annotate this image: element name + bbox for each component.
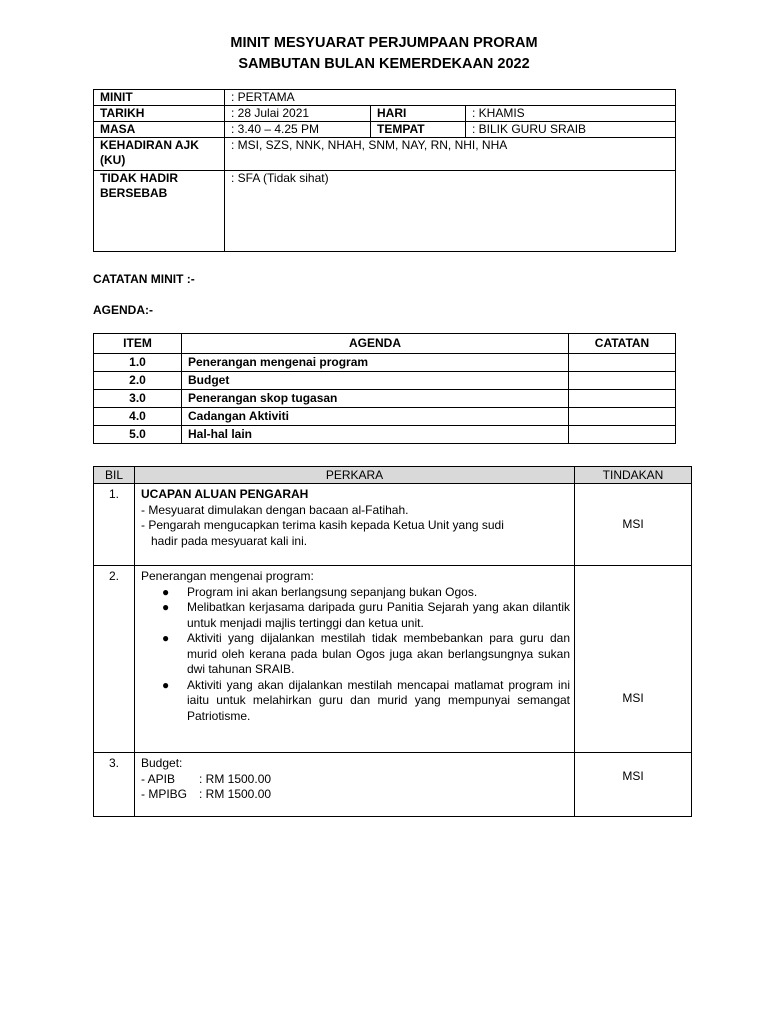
minutes-bil: 2.: [94, 566, 135, 753]
agenda-row: [94, 426, 676, 444]
minutes-line: hadir pada mesyuarat kali ini.: [151, 533, 308, 548]
minutes-heading: UCAPAN ALUAN PENGARAH: [141, 487, 309, 501]
agenda-item-title: Penerangan skop tugasan: [182, 390, 569, 408]
minutes-tindakan: MSI: [575, 484, 692, 566]
agenda-item-title: Hal-hal lain: [182, 426, 569, 444]
info-row-tidak-hadir: [94, 171, 676, 252]
tidak-hadir-label: [94, 171, 225, 252]
agenda-row: [94, 390, 676, 408]
tidak-hadir-label-line-2: BERSEBAB: [100, 186, 168, 200]
minutes-header-perkara: PERKARA: [135, 467, 575, 484]
minutes-bullet: [162, 677, 570, 725]
minutes-bil: 3.: [94, 753, 135, 817]
agenda-item-number: 4.0: [94, 408, 182, 426]
tidak-hadir-label-line-1: TIDAK HADIR: [100, 171, 178, 185]
agenda-item-catatan: [569, 426, 676, 444]
document-title-line-2: SAMBUTAN BULAN KEMERDEKAAN 2022: [238, 56, 530, 72]
bullet-icon: ●: [162, 584, 170, 599]
agenda-item-catatan: [569, 354, 676, 372]
agenda-header-row: [94, 334, 676, 354]
minutes-heading: Penerangan mengenai program:: [141, 569, 314, 583]
agenda-item-number: 1.0: [94, 354, 182, 372]
bullet-text: Aktiviti yang akan dijalankan mestilah mencapai matlamat program ini iaitu untuk melahirkan guru dan murid yang mempunyai semangat Patriotisme.: [187, 677, 570, 723]
minutes-bil: 1.: [94, 484, 135, 566]
budget-value: : RM 1500.00: [199, 771, 272, 786]
agenda-item-catatan: [569, 372, 676, 390]
agenda-item-number: 3.0: [94, 390, 182, 408]
agenda-item-catatan: [569, 408, 676, 426]
info-row-minit: [94, 90, 676, 106]
kehadiran-label-line-1: KEHADIRAN AJK: [100, 138, 199, 152]
minutes-row: [94, 566, 692, 753]
minutes-header-row: [94, 467, 692, 484]
bullet-text: Program ini akan berlangsung sepanjang bukan Ogos.: [187, 584, 478, 599]
minutes-line: - Mesyuarat dimulakan dengan bacaan al-Fatihah.: [141, 502, 409, 517]
agenda-header-item: ITEM: [94, 334, 182, 354]
bullet-icon: ●: [162, 677, 170, 692]
info-row-tarikh: [94, 106, 676, 122]
tempat-value: : BILIK GURU SRAIB: [466, 122, 676, 138]
document-title-line-1: MINIT MESYUARAT PERJUMPAAN PRORAM: [230, 35, 538, 51]
agenda-header-catatan: CATATAN: [569, 334, 676, 354]
budget-line: [141, 787, 574, 803]
minutes-heading: Budget:: [141, 756, 183, 770]
masa-label: MASA: [94, 122, 225, 138]
minutes-tindakan: MSI: [575, 566, 692, 753]
agenda-item-title: Cadangan Aktiviti: [182, 408, 569, 426]
agenda-label: AGENDA:-: [93, 303, 153, 317]
agenda-item-number: 2.0: [94, 372, 182, 390]
budget-line: [141, 772, 574, 788]
minutes-header-tindakan: TINDAKAN: [575, 467, 692, 484]
info-row-masa: [94, 122, 676, 138]
tidak-hadir-value: : SFA (Tidak sihat): [225, 171, 676, 252]
minutes-header-bil: BIL: [94, 467, 135, 484]
tempat-label: TEMPAT: [371, 122, 466, 138]
kehadiran-label: [94, 138, 225, 171]
agenda-item-title: Budget: [182, 372, 569, 390]
catatan-minit-label: CATATAN MINIT :-: [93, 272, 195, 286]
minutes-line: - Pengarah mengucapkan terima kasih kepada Ketua Unit yang sudi: [141, 518, 504, 532]
tarikh-value: : 28 Julai 2021: [225, 106, 371, 122]
agenda-row: [94, 372, 676, 390]
hari-value: : KHAMIS: [466, 106, 676, 122]
bullet-text: Melibatkan kerjasama daripada guru Panitia Sejarah yang akan dilantik untuk menjadi majlis tertinggi dan ketua unit.: [187, 600, 570, 630]
budget-label: - MPIBG: [141, 787, 188, 801]
agenda-header-agenda: AGENDA: [182, 334, 569, 354]
agenda-row: [94, 354, 676, 372]
hari-label: HARI: [371, 106, 466, 122]
meeting-info-table: [93, 89, 676, 252]
agenda-item-catatan: [569, 390, 676, 408]
minutes-perkara: [135, 753, 575, 817]
minutes-tindakan: MSI: [575, 753, 692, 817]
minutes-row: [94, 753, 692, 817]
minutes-bullet: [162, 631, 570, 678]
minit-label: MINIT: [94, 90, 225, 106]
minutes-bullet-list: [141, 585, 570, 725]
masa-value: : 3.40 – 4.25 PM: [225, 122, 371, 138]
minutes-bullet: [162, 584, 570, 601]
bullet-icon: ●: [162, 600, 170, 614]
minutes-table: [93, 466, 692, 817]
minit-value: : PERTAMA: [225, 90, 676, 106]
minutes-perkara: [135, 566, 575, 753]
bullet-icon: ●: [162, 631, 170, 645]
agenda-item-number: 5.0: [94, 426, 182, 444]
minutes-row: [94, 484, 692, 566]
kehadiran-label-line-2: (KU): [100, 153, 126, 167]
bullet-text: Aktiviti yang dijalankan mestilah tidak membebankan para guru dan murid oleh kerana pada bulan Ogos juga akan berlangsungnya sukan dwi tahunan SRAIB.: [187, 631, 570, 676]
minutes-perkara: [135, 484, 575, 566]
minutes-bullet: [162, 600, 570, 631]
kehadiran-value: : MSI, SZS, NNK, NHAH, SNM, NAY, RN, NHI, NHA: [225, 138, 676, 171]
info-row-kehadiran: [94, 138, 676, 171]
budget-value: : RM 1500.00: [199, 787, 272, 801]
agenda-item-title: Penerangan mengenai program: [182, 354, 569, 372]
agenda-row: [94, 408, 676, 426]
tarikh-label: TARIKH: [94, 106, 225, 122]
agenda-table: [93, 333, 676, 444]
budget-label: - APIB: [141, 771, 176, 786]
